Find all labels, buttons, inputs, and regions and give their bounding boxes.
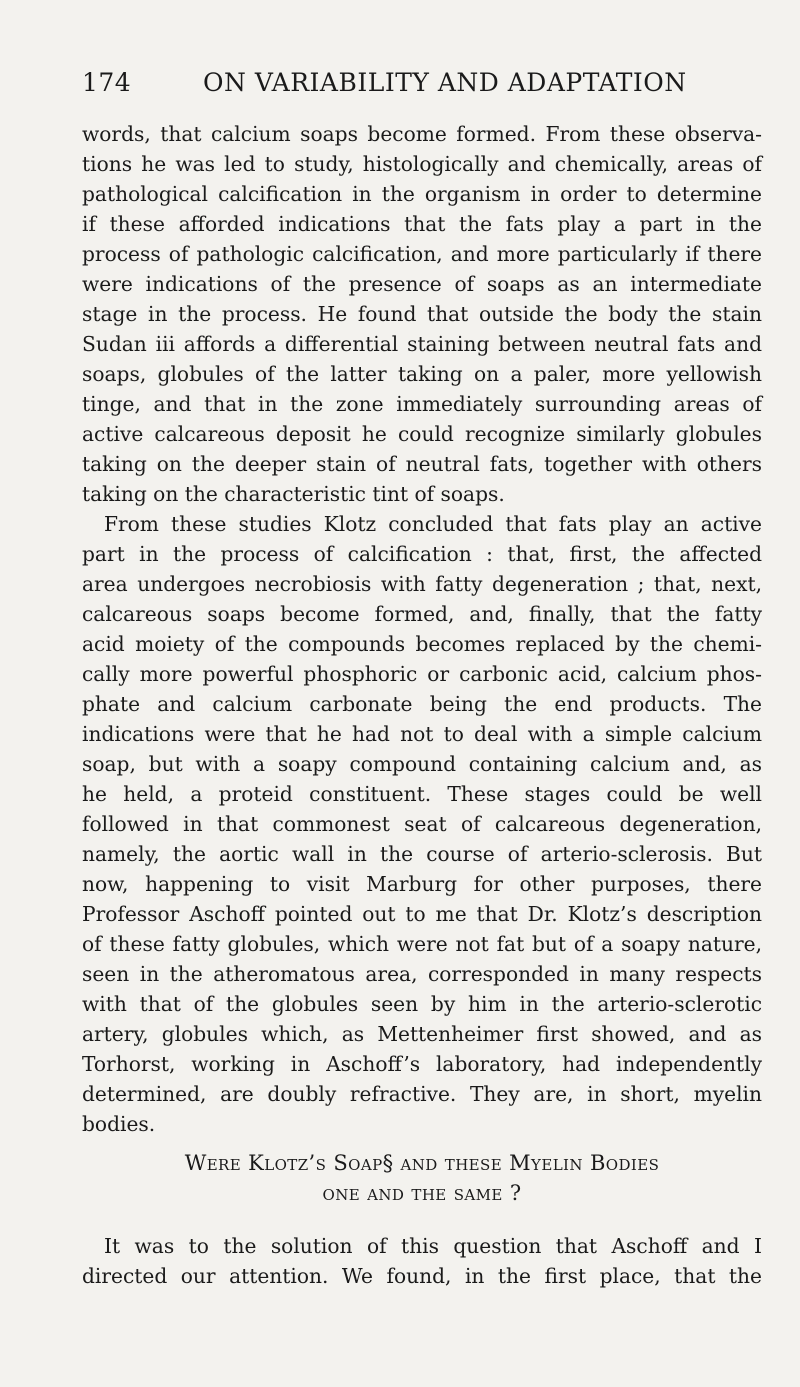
text-line: area undergoes necrobiosis with fatty degeneration ; that, next, <box>82 572 762 596</box>
text-line: directed our attention. We found, in the first place, that the <box>82 1264 762 1288</box>
text-line: active calcareous deposit he could recognize similarly globules <box>82 422 762 446</box>
text-line: soap, but with a soapy compound containing calcium and, as <box>82 752 762 776</box>
running-title: ON VARIABILITY AND ADAPTATION <box>203 68 687 97</box>
text-line: artery, globules which, as Mettenheimer first showed, and as <box>82 1022 762 1046</box>
text-line: cally more powerful phosphoric or carbonic acid, calcium phos- <box>82 662 762 686</box>
text-line: Torhorst, working in Aschoff’s laboratory, had independently <box>82 1052 762 1076</box>
text-line: indications were that he had not to deal with a simple calcium <box>82 722 762 746</box>
text-line: seen in the atheromatous area, corresponded in many respects <box>82 962 762 986</box>
text-line: calcareous soaps become formed, and, finally, that the fatty <box>82 602 762 626</box>
text-line: he held, a proteid constituent. These stages could be well <box>82 782 762 806</box>
section-heading-line-1: Were Klotz’s Soap§ and these Myelin Bodies <box>184 1151 660 1175</box>
text-line: words, that calcium soaps become formed. From these observa- <box>82 122 762 146</box>
text-line: Professor Aschoff pointed out to me that Dr. Klotz’s description <box>82 902 762 926</box>
text-line: were indications of the presence of soaps as an intermediate <box>82 272 762 296</box>
text-line: phate and calcium carbonate being the end products. The <box>82 692 762 716</box>
text-line: now, happening to visit Marburg for other purposes, there <box>82 872 762 896</box>
text-line: Sudan iii affords a differential staining between neutral fats and <box>82 332 762 356</box>
text-line: It was to the solution of this question that Aschoff and I <box>104 1234 762 1258</box>
text-line: if these afforded indications that the fats play a part in the <box>82 212 762 236</box>
text-line: of these fatty globules, which were not fat but of a soapy nature, <box>82 932 762 956</box>
page-number: 174 <box>82 68 132 97</box>
section-heading-line-2: one and the same ? <box>322 1181 522 1205</box>
body-text <box>82 119 762 1139</box>
text-line: part in the process of calcification : that, first, the affected <box>82 542 762 566</box>
text-line: soaps, globules of the latter taking on a paler, more yellowish <box>82 362 762 386</box>
closing-paragraph <box>82 1231 762 1291</box>
text-line: taking on the characteristic tint of soaps. <box>82 482 505 506</box>
running-head <box>82 68 762 104</box>
text-line: stage in the process. He found that outside the body the stain <box>82 302 762 326</box>
text-line: tinge, and that in the zone immediately surrounding areas of <box>82 392 762 416</box>
text-line: tions he was led to study, histologically and chemically, areas of <box>82 152 762 176</box>
text-line: with that of the globules seen by him in the arterio-sclerotic <box>82 992 762 1016</box>
text-line: process of pathologic calcification, and more particularly if there <box>82 242 762 266</box>
text-line: taking on the deeper stain of neutral fats, together with others <box>82 452 762 476</box>
text-line: From these studies Klotz concluded that fats play an active <box>104 512 762 536</box>
text-line: followed in that commonest seat of calcareous degeneration, <box>82 812 762 836</box>
text-line: bodies. <box>82 1112 156 1136</box>
text-line: determined, are doubly refractive. They are, in short, myelin <box>82 1082 762 1106</box>
text-line: namely, the aortic wall in the course of arterio-sclerosis. But <box>82 842 762 866</box>
text-line: pathological calcification in the organism in order to determine <box>82 182 762 206</box>
text-line: acid moiety of the compounds becomes replaced by the chemi- <box>82 632 762 656</box>
